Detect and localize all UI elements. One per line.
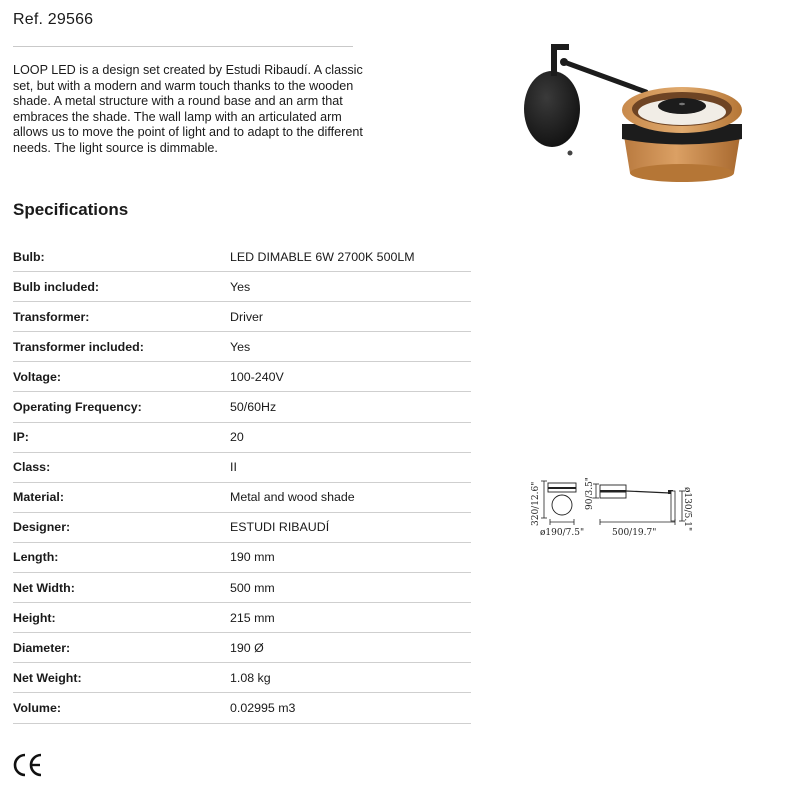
diameter-dimension-label: ø190/7.5" bbox=[540, 528, 585, 538]
spec-label: Transformer: bbox=[13, 309, 90, 324]
spec-row bbox=[13, 423, 471, 453]
spec-value: 0.02995 m3 bbox=[230, 700, 296, 715]
spec-value: 20 bbox=[230, 430, 244, 445]
spec-value: ESTUDI RIBAUDÍ bbox=[230, 520, 330, 535]
spec-label: Bulb: bbox=[13, 249, 45, 264]
side-view bbox=[593, 484, 685, 525]
spec-row bbox=[13, 633, 471, 663]
spec-row bbox=[13, 392, 471, 422]
spec-row bbox=[13, 242, 471, 272]
spec-row bbox=[13, 603, 471, 633]
shade-height-dimension-label: 90/3.5" bbox=[585, 477, 595, 510]
arm-length-dimension-label: 500/19.7" bbox=[612, 528, 657, 538]
spec-label: Material: bbox=[13, 490, 64, 505]
spec-row bbox=[13, 272, 471, 302]
dimension-drawing bbox=[522, 474, 697, 544]
spec-label: Net Width: bbox=[13, 580, 75, 595]
spec-value: 215 mm bbox=[230, 610, 275, 625]
spec-value: 100-240V bbox=[230, 369, 284, 384]
spec-row bbox=[13, 693, 471, 723]
reference-number: Ref. 29566 bbox=[13, 11, 94, 28]
spec-value: Yes bbox=[230, 279, 251, 294]
front-view bbox=[541, 481, 576, 525]
spec-label: Class: bbox=[13, 460, 51, 475]
spec-value: 190 Ø bbox=[230, 640, 264, 655]
spec-value: 500 mm bbox=[230, 580, 275, 595]
spec-value: II bbox=[230, 460, 237, 475]
spec-value: 190 mm bbox=[230, 550, 275, 565]
header-divider bbox=[13, 46, 353, 47]
spec-label: Net Weight: bbox=[13, 670, 82, 685]
spec-label: Height: bbox=[13, 610, 56, 625]
ce-mark bbox=[12, 752, 44, 778]
spec-label: Voltage: bbox=[13, 369, 61, 384]
product-photo bbox=[518, 40, 748, 190]
spec-label: Transformer included: bbox=[13, 339, 144, 354]
spec-value: Metal and wood shade bbox=[230, 490, 355, 505]
spec-label: IP: bbox=[13, 430, 29, 445]
height-dimension-label: 320/12.6" bbox=[531, 481, 541, 526]
product-description: LOOP LED is a design set created by Estudi Ribaudí. A classic set, but with a modern and warm touch thanks to the wooden shade. A metal structure with a round base and an arm that embraces the shade. The wall lamp with an articulated arm allows us to move the point of light and to adapt to the different needs. The light source is dimmable. bbox=[13, 63, 363, 155]
spec-label: Diameter: bbox=[13, 640, 71, 655]
spec-value: 50/60Hz bbox=[230, 400, 277, 415]
specifications-heading: Specifications bbox=[13, 200, 129, 219]
spec-label: Designer: bbox=[13, 520, 71, 535]
spec-row bbox=[13, 573, 471, 603]
spec-value: LED DIMABLE 6W 2700K 500LM bbox=[230, 249, 415, 264]
spec-row bbox=[13, 663, 471, 693]
specifications-table bbox=[13, 242, 471, 724]
spec-value: 1.08 kg bbox=[230, 670, 271, 685]
spec-row bbox=[13, 513, 471, 543]
spec-row bbox=[13, 483, 471, 513]
spec-label: Volume: bbox=[13, 700, 61, 715]
spec-row bbox=[13, 543, 471, 573]
spec-value: Yes bbox=[230, 339, 251, 354]
spec-row bbox=[13, 332, 471, 362]
spec-label: Length: bbox=[13, 550, 59, 565]
base-diameter-dimension-label: ø130/5.1" bbox=[682, 487, 692, 532]
spec-label: Bulb included: bbox=[13, 279, 100, 294]
spec-row bbox=[13, 302, 471, 332]
spec-label: Operating Frequency: bbox=[13, 400, 142, 415]
spec-row bbox=[13, 362, 471, 392]
spec-value: Driver bbox=[230, 309, 264, 324]
spec-row bbox=[13, 453, 471, 483]
